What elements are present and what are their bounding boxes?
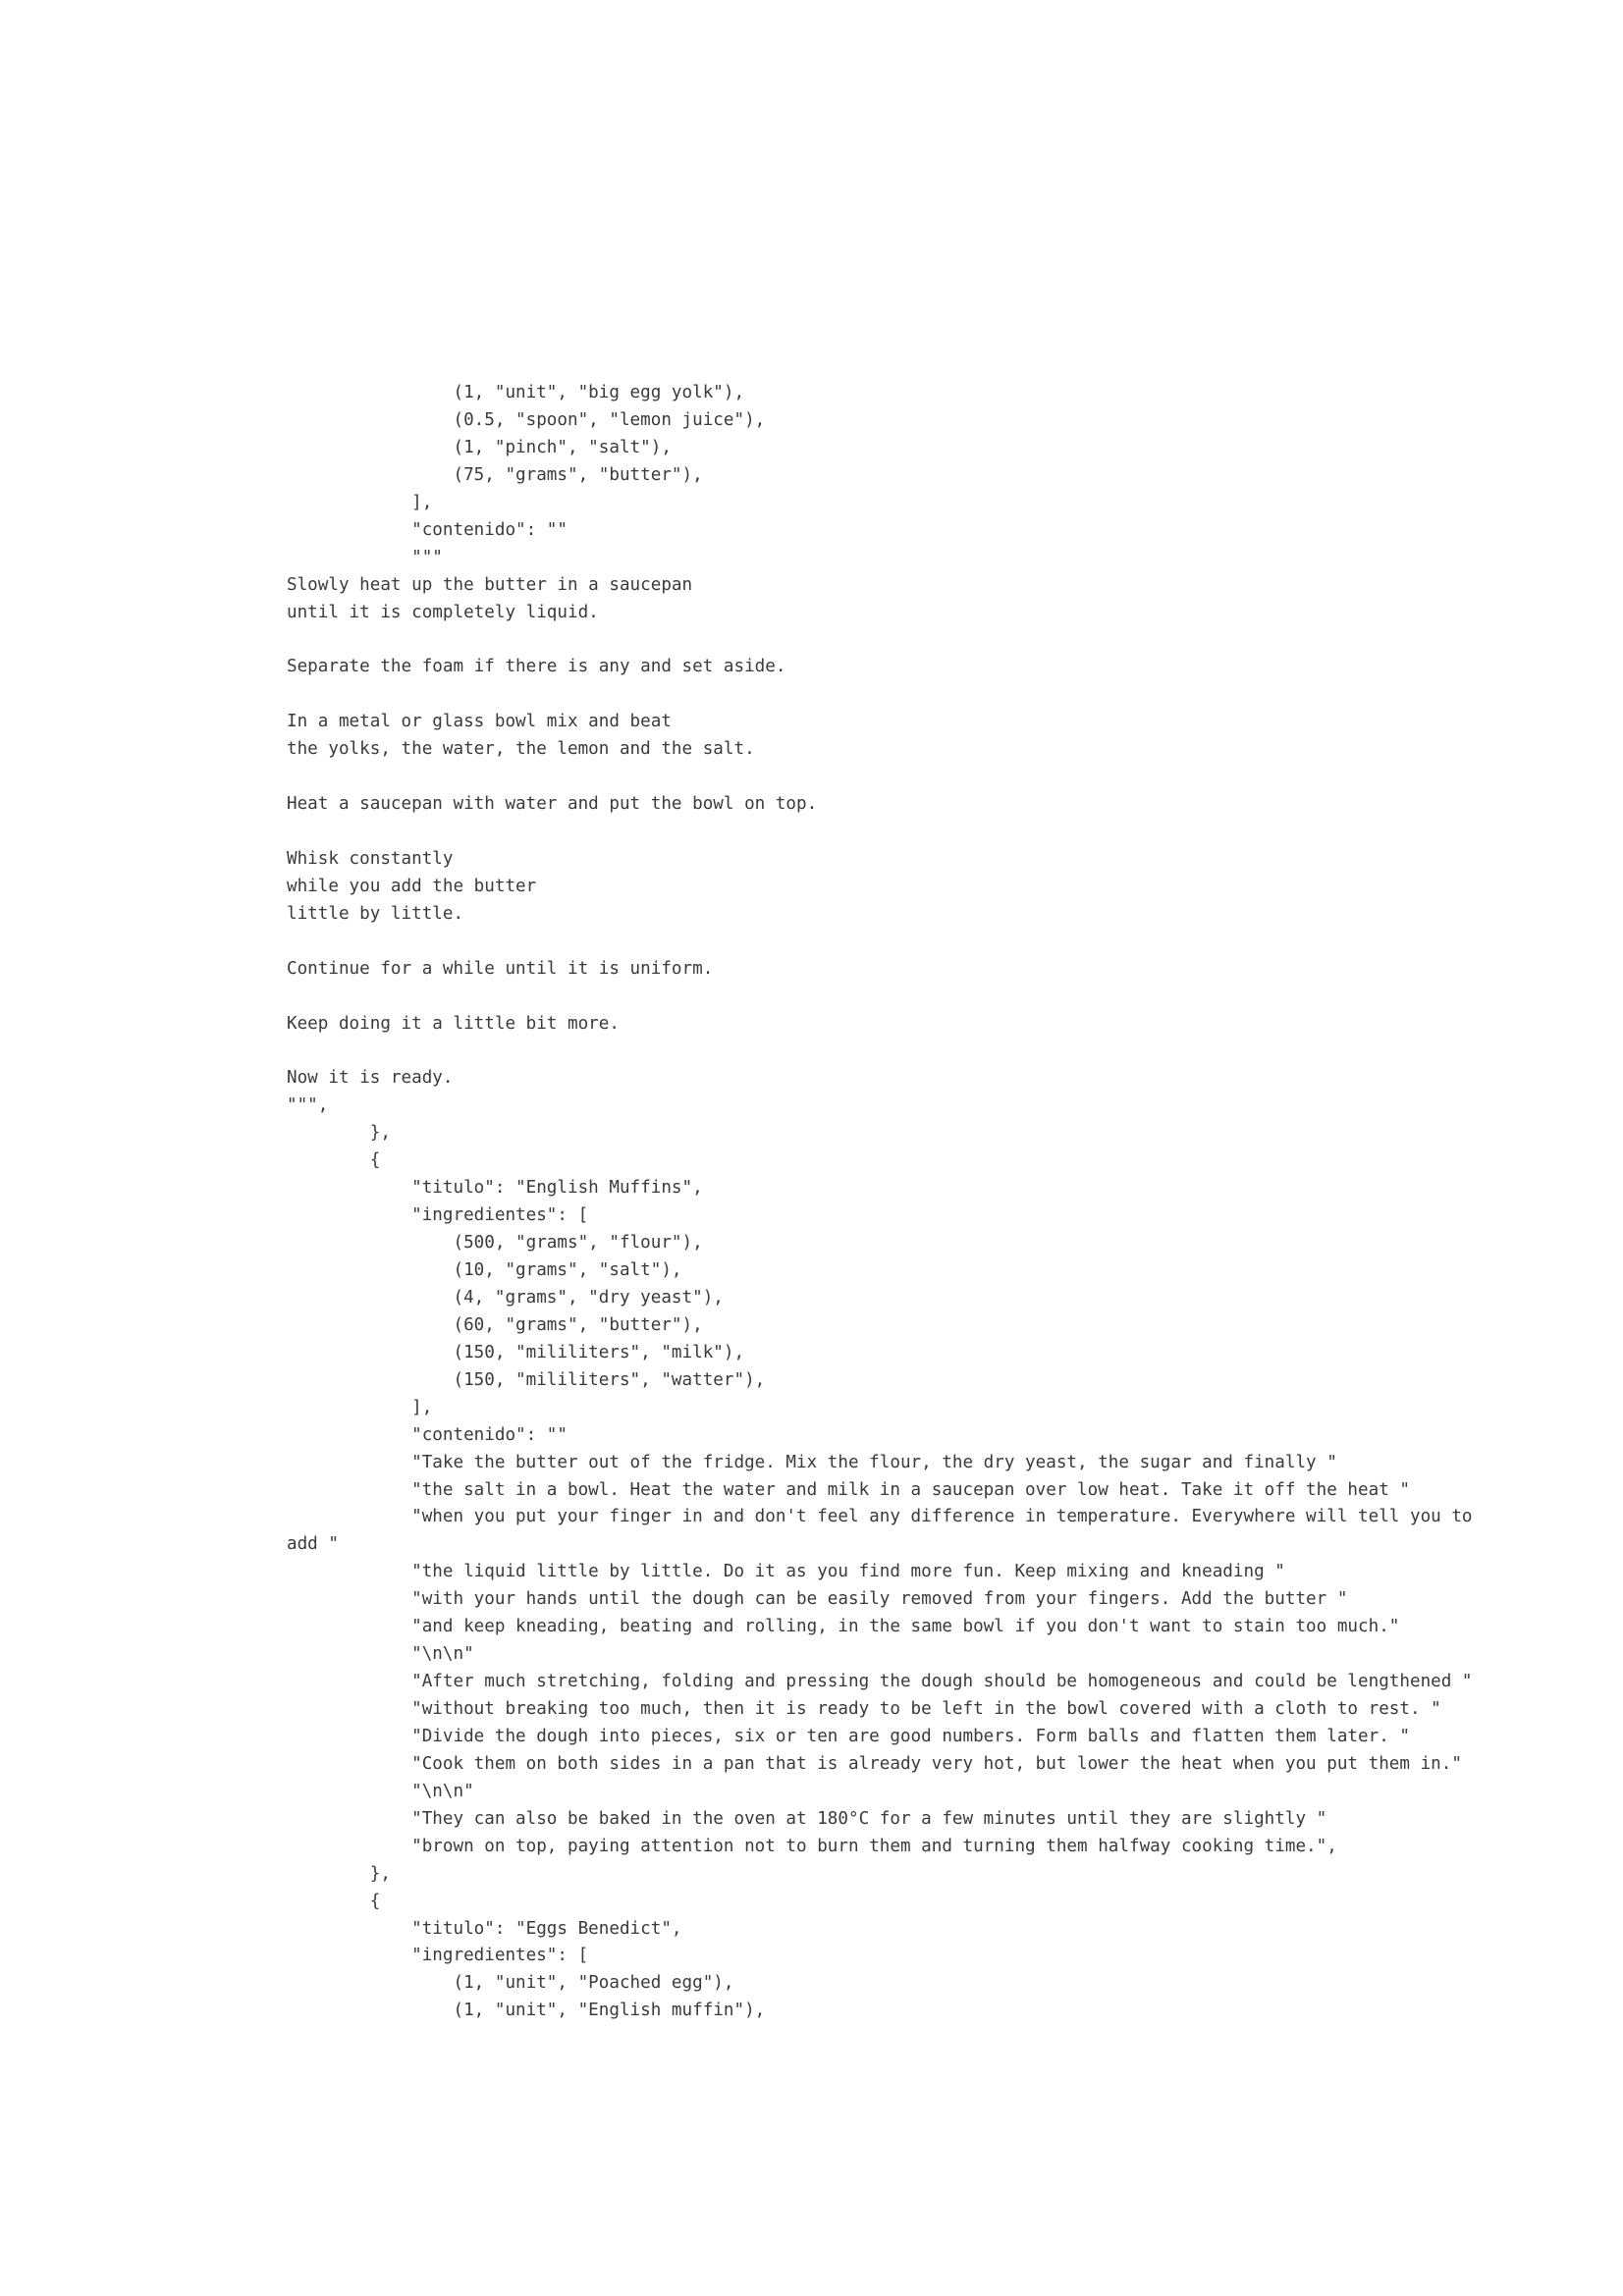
code-line: [287, 764, 1426, 791]
code-line: (150, "mililiters", "watter"),: [287, 1369, 766, 1390]
code-line: Heat a saucepan with water and put the bowl on top.: [287, 794, 818, 815]
code-line: little by little.: [287, 903, 464, 924]
code-line: (150, "mililiters", "milk"),: [287, 1342, 745, 1362]
code-line: [287, 681, 1426, 709]
code-line: (75, "grams", "butter"),: [287, 464, 703, 485]
code-line: "brown on top, paying attention not to burn them and turning them halfway cooking time.",: [287, 1836, 1337, 1856]
code-line: "titulo": "English Muffins",: [287, 1178, 703, 1199]
code-line: "Take the butter out of the fridge. Mix the flour, the dry yeast, the sugar and finally ": [287, 1452, 1337, 1472]
code-line: "the liquid little by little. Do it as you find more fun. Keep mixing and kneading ": [287, 1562, 1285, 1582]
code-line: (1, "pinch", "salt"),: [287, 437, 672, 457]
code-line: "when you put your finger in and don't feel any difference in temperature. Everywhere will tell you to: [287, 1507, 1473, 1527]
code-line: "\n\n": [287, 1781, 474, 1801]
code-line: "They can also be baked in the oven at 180°C for a few minutes until they are slightly ": [287, 1808, 1327, 1829]
code-line: until it is completely liquid.: [287, 602, 599, 622]
code-line: (500, "grams", "flour"),: [287, 1233, 703, 1254]
code-line: },: [287, 1123, 391, 1144]
code-line: "without breaking too much, then it is ready to be left in the bowl covered with a cloth to rest. ": [287, 1699, 1441, 1719]
code-line: [287, 1039, 1426, 1066]
code-line: [287, 819, 1426, 846]
code-line: (60, "grams", "butter"),: [287, 1314, 703, 1335]
code-line: },: [287, 1863, 391, 1884]
code-line: (1, "unit", "English muffin"),: [287, 2001, 766, 2021]
code-line: "ingredientes": [: [287, 1946, 589, 1966]
code-line: the yolks, the water, the lemon and the salt.: [287, 739, 755, 760]
code-line: "and keep kneading, beating and rolling, in the same bowl if you don't want to stain too much.": [287, 1617, 1400, 1637]
code-line: """: [287, 547, 443, 567]
code-line: "titulo": "Eggs Benedict",: [287, 1918, 682, 1939]
code-line: "contenido": "": [287, 519, 568, 540]
code-line: """,: [287, 1095, 329, 1116]
code-line: Keep doing it a little bit more.: [287, 1013, 620, 1034]
code-line: {: [287, 1150, 381, 1171]
code-line: while you add the butter: [287, 876, 537, 896]
code-line: [287, 626, 1426, 654]
code-line: ],: [287, 492, 433, 512]
code-line: "Divide the dough into pieces, six or ten are good numbers. Form balls and flatten them later. ": [287, 1726, 1410, 1746]
code-line: ],: [287, 1397, 433, 1417]
code-line: "with your hands until the dough can be easily removed from your fingers. Add the butter ": [287, 1589, 1348, 1610]
code-line: (4, "grams", "dry yeast"),: [287, 1287, 724, 1308]
code-line: "the salt in a bowl. Heat the water and milk in a saucepan over low heat. Take it off the heat ": [287, 1479, 1410, 1500]
code-line: "ingredientes": [: [287, 1205, 589, 1226]
code-line: add ": [287, 1534, 339, 1555]
code-line: Continue for a while until it is uniform.: [287, 958, 714, 979]
code-line: (1, "unit", "big egg yolk"),: [287, 383, 745, 402]
code-line: Now it is ready.: [287, 1068, 454, 1089]
code-line: In a metal or glass bowl mix and beat: [287, 712, 672, 732]
code-line: {: [287, 1891, 381, 1911]
code-line: "Cook them on both sides in a pan that is already very hot, but lower the heat when you put them in.": [287, 1753, 1462, 1774]
code-line: Separate the foam if there is any and set aside.: [287, 657, 786, 677]
code-line: (0.5, "spoon", "lemon juice"),: [287, 409, 766, 430]
code-line: Slowly heat up the butter in a saucepan: [287, 574, 693, 595]
code-line: [287, 984, 1426, 1011]
code-line: "After much stretching, folding and pressing the dough should be homogeneous and could be lengthened ": [287, 1672, 1473, 1692]
code-line: "contenido": "": [287, 1424, 568, 1445]
code-listing: [287, 380, 1473, 2025]
code-line: Whisk constantly: [287, 848, 454, 869]
code-line: (1, "unit", "Poached egg"),: [287, 1973, 734, 1994]
code-line: (10, "grams", "salt"),: [287, 1260, 682, 1280]
code-line: "\n\n": [287, 1644, 474, 1665]
code-line: [287, 929, 1426, 956]
